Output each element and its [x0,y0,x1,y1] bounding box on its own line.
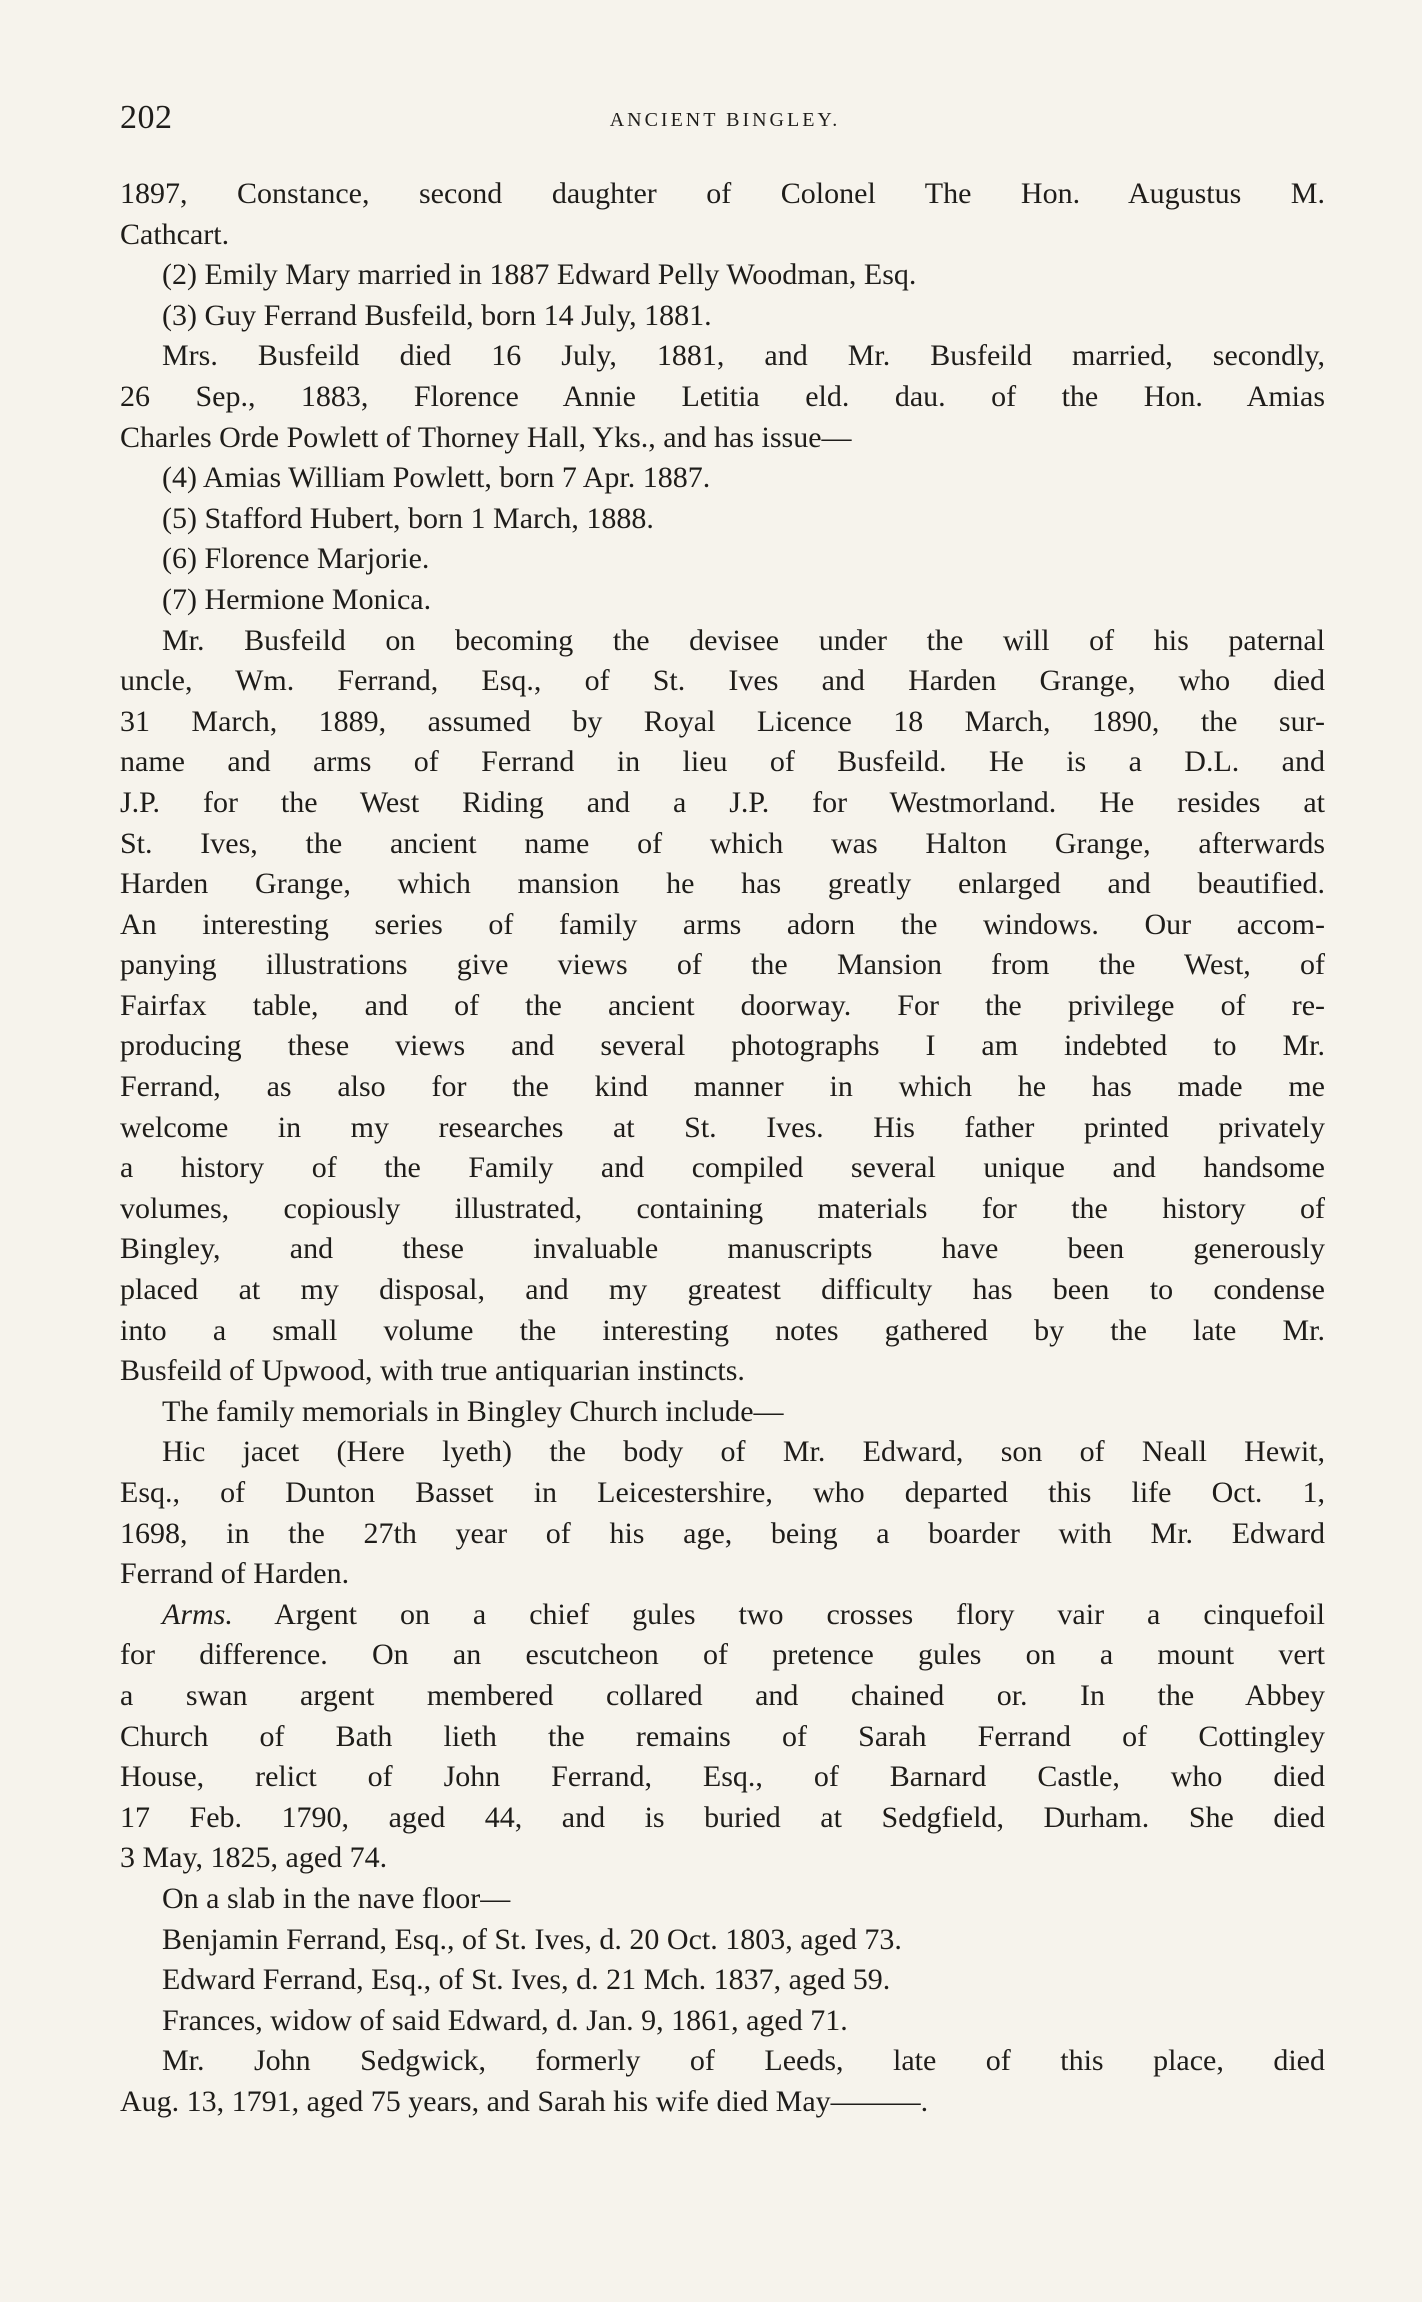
text-line-content: welcome in my researches at St. Ives. His father printed privately [120,1110,1325,1144]
text-line [120,1351,1325,1392]
text-line-content: On a slab in the nave floor— [162,1881,511,1915]
text-line-content: Busfeild of Upwood, with true antiquarian instincts. [120,1354,745,1388]
text-line [120,1635,1325,1676]
text-line-content: (4) Amias William Powlett, born 7 Apr. 1887. [162,461,711,495]
text-line-content: Ferrand of Harden. [120,1557,350,1591]
text-line-content: 17 Feb. 1790, aged 44, and is buried at Sedgfield, Durham. She died [120,1800,1325,1834]
text-line [120,458,1325,499]
text-line-content: 3 May, 1825, aged 74. [120,1841,388,1875]
text-line-content: (3) Guy Ferrand Busfeild, born 14 July, 1881. [162,298,712,332]
text-line-content: Charles Orde Powlett of Thorney Hall, Yks., and has issue— [120,420,852,454]
text-line-content: Argent on a chief gules two crosses flory vair a cinquefoil [274,1597,1325,1631]
text-line [120,1554,1325,1595]
text-line-content: Harden Grange, which mansion he has greatly enlarged and beautified. [120,867,1325,901]
text-line-content: House, relict of John Ferrand, Esq., of Barnard Castle, who died [120,1760,1325,1794]
text-line [120,986,1325,1027]
text-line-content: a swan argent membered collared and chained or. In the Abbey [120,1678,1325,1712]
text-line [120,1920,1325,1961]
text-line [120,742,1325,783]
page-header [120,96,1330,144]
text-line-content: Fairfax table, and of the ancient doorway. For the privilege of re- [120,988,1325,1022]
text-line [120,661,1325,702]
text-line [120,174,1325,215]
text-line [120,1189,1325,1230]
text-line [120,1676,1325,1717]
text-line [120,539,1325,580]
text-line-content: (5) Stafford Hubert, born 1 March, 1888. [162,501,654,535]
running-title: ANCIENT BINGLEY. [609,109,841,131]
text-line-content: (6) Florence Marjorie. [162,542,430,576]
text-line [120,2001,1325,2042]
body-text [120,174,1325,2123]
text-line [120,1879,1325,1920]
text-line [120,1067,1325,1108]
text-line-content: for difference. On an escutcheon of pretence gules on a mount vert [120,1638,1325,1672]
text-line [120,1514,1325,1555]
text-line [120,1311,1325,1352]
text-line [120,1108,1325,1149]
text-line-content: J.P. for the West Riding and a J.P. for Westmorland. He resides at [120,785,1325,819]
text-line [120,1960,1325,2001]
text-line [120,377,1325,418]
text-line [120,1595,1325,1636]
text-line-content: Mr. Busfeild on becoming the devisee under the will of his paternal [162,623,1325,657]
text-line [120,621,1325,662]
text-line-content: into a small volume the interesting notes gathered by the late Mr. [120,1313,1325,1347]
text-line-content: The family memorials in Bingley Church include— [162,1394,784,1428]
text-line [120,255,1325,296]
text-line [120,1473,1325,1514]
text-line [120,336,1325,377]
text-line-content: (7) Hermione Monica. [162,582,432,616]
text-line-content: volumes, copiously illustrated, containing materials for the history of [120,1191,1325,1225]
text-line [120,824,1325,865]
text-line [120,1757,1325,1798]
text-line-content: Church of Bath lieth the remains of Sarah Ferrand of Cottingley [120,1719,1325,1753]
text-line-content: panying illustrations give views of the Mansion from the West, of [120,948,1325,982]
text-line-content: Ferrand, as also for the kind manner in which he has made me [120,1070,1325,1104]
text-line [120,296,1325,337]
text-line [120,702,1325,743]
text-line [120,2041,1325,2082]
text-line-content: 31 March, 1889, assumed by Royal Licence 18 March, 1890, the sur- [120,704,1325,738]
text-line-content: placed at my disposal, and my greatest difficulty has been to condense [120,1273,1325,1307]
text-line-content: Frances, widow of said Edward, d. Jan. 9, 1861, aged 71. [162,2003,848,2037]
text-line-content: Hic jacet (Here lyeth) the body of Mr. Edward, son of Neall Hewit, [162,1435,1325,1469]
text-line-content: Mr. John Sedgwick, formerly of Leeds, late of this place, died [162,2044,1325,2078]
text-line-content: Aug. 13, 1791, aged 75 years, and Sarah his wife died May———. [120,2084,929,2118]
page-number: 202 [120,99,173,136]
arms-label: Arms. [162,1597,233,1631]
text-line [120,1838,1325,1879]
text-line-content: Edward Ferrand, Esq., of St. Ives, d. 21 Mch. 1837, aged 59. [162,1963,891,1997]
text-line-content: 26 Sep., 1883, Florence Annie Letitia eld. dau. of the Hon. Amias [120,379,1325,413]
text-line [120,945,1325,986]
text-line [120,864,1325,905]
text-line-content: Benjamin Ferrand, Esq., of St. Ives, d. 20 Oct. 1803, aged 73. [162,1922,902,1956]
text-line [120,580,1325,621]
text-line-content: Mrs. Busfeild died 16 July, 1881, and Mr. Busfeild married, secondly, [162,339,1325,373]
text-line-content: Bingley, and these invaluable manuscripts have been generously [120,1232,1325,1266]
text-line [120,1432,1325,1473]
text-line [120,1270,1325,1311]
text-line [120,905,1325,946]
text-line-content: An interesting series of family arms adorn the windows. Our accom- [120,907,1325,941]
text-line [120,1026,1325,1067]
text-line-content: uncle, Wm. Ferrand, Esq., of St. Ives and Harden Grange, who died [120,664,1325,698]
text-line-content: Esq., of Dunton Basset in Leicestershire, who departed this life Oct. 1, [120,1476,1325,1509]
text-line-content: St. Ives, the ancient name of which was Halton Grange, afterwards [120,826,1325,860]
text-line-content: Cathcart. [120,217,230,251]
text-line [120,418,1325,459]
text-line [120,499,1325,540]
text-line-content: a history of the Family and compiled several unique and handsome [120,1151,1325,1185]
text-line [120,2082,1325,2123]
text-line-content: 1698, in the 27th year of his age, being a boarder with Mr. Edward [120,1516,1325,1550]
text-line [120,1148,1325,1189]
text-line [120,1717,1325,1758]
text-line-content: (2) Emily Mary married in 1887 Edward Pelly Woodman, Esq. [162,258,917,292]
text-line [120,1392,1325,1433]
text-line [120,1798,1325,1839]
text-line-content: name and arms of Ferrand in lieu of Busfeild. He is a D.L. and [120,745,1325,779]
text-line-content: producing these views and several photographs I am indebted to Mr. [120,1029,1325,1063]
text-line [120,215,1325,256]
text-line [120,1229,1325,1270]
text-line-content: 1897, Constance, second daughter of Colonel The Hon. Augustus M. [120,177,1325,210]
text-line [120,783,1325,824]
